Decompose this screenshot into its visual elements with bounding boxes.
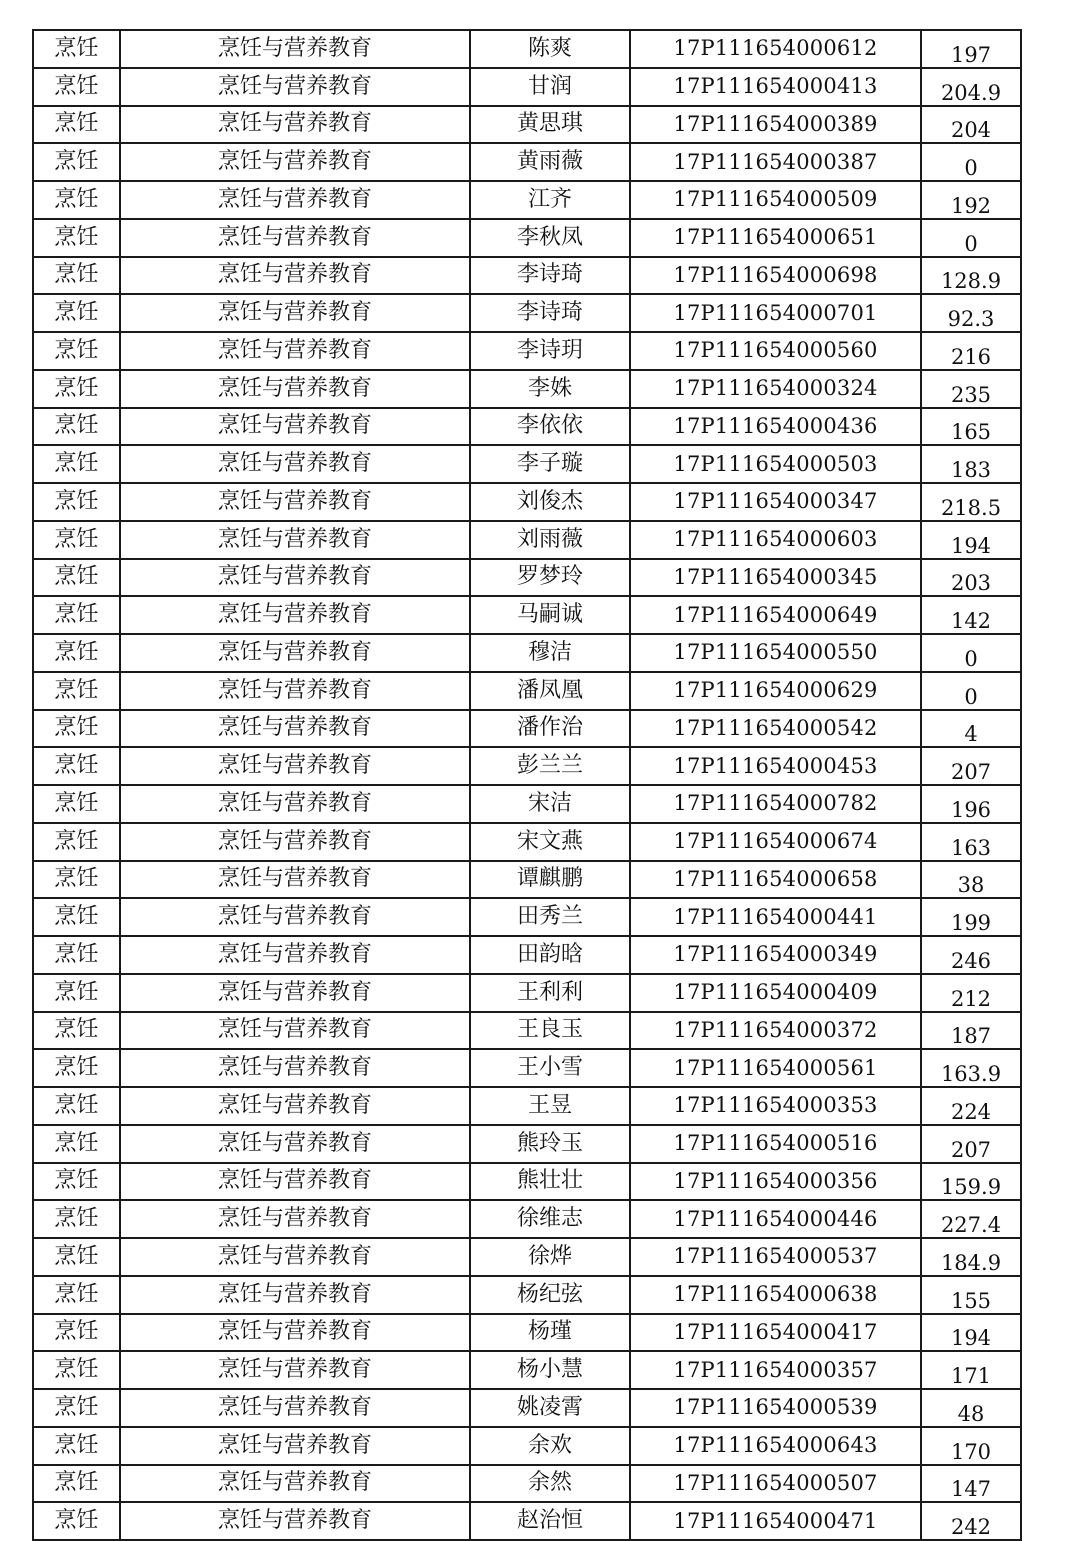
category-cell: 烹饪 xyxy=(33,257,120,295)
category-cell: 烹饪 xyxy=(33,30,120,68)
score-cell: 48 xyxy=(921,1389,1021,1427)
score-cell: 203 xyxy=(921,559,1021,597)
major-cell: 烹饪与营养教育 xyxy=(120,1163,470,1201)
category-cell: 烹饪 xyxy=(33,1427,120,1465)
score-cell: 227.4 xyxy=(921,1200,1021,1238)
major-cell: 烹饪与营养教育 xyxy=(120,370,470,408)
major-cell: 烹饪与营养教育 xyxy=(120,1389,470,1427)
score-cell: 199 xyxy=(921,898,1021,936)
major-cell: 烹饪与营养教育 xyxy=(120,1049,470,1087)
table-row xyxy=(33,219,1021,257)
major-cell: 烹饪与营养教育 xyxy=(120,257,470,295)
category-cell: 烹饪 xyxy=(33,898,120,936)
category-cell: 烹饪 xyxy=(33,483,120,521)
major-cell: 烹饪与营养教育 xyxy=(120,785,470,823)
major-cell: 烹饪与营养教育 xyxy=(120,294,470,332)
table-row xyxy=(33,1087,1021,1125)
major-cell: 烹饪与营养教育 xyxy=(120,823,470,861)
student-name-cell: 李依依 xyxy=(470,408,630,446)
table-row xyxy=(33,1314,1021,1352)
category-cell: 烹饪 xyxy=(33,1351,120,1389)
category-cell: 烹饪 xyxy=(33,408,120,446)
category-cell: 烹饪 xyxy=(33,1163,120,1201)
exam-id-cell: 17P111654000417 xyxy=(630,1314,921,1352)
major-cell: 烹饪与营养教育 xyxy=(120,1502,470,1540)
major-cell: 烹饪与营养教育 xyxy=(120,1351,470,1389)
score-cell: 207 xyxy=(921,747,1021,785)
student-name-cell: 余欢 xyxy=(470,1427,630,1465)
category-cell: 烹饪 xyxy=(33,143,120,181)
exam-id-cell: 17P111654000649 xyxy=(630,596,921,634)
score-cell: 170 xyxy=(921,1427,1021,1465)
category-cell: 烹饪 xyxy=(33,936,120,974)
score-cell: 212 xyxy=(921,974,1021,1012)
table-row xyxy=(33,370,1021,408)
table-row xyxy=(33,445,1021,483)
exam-id-cell: 17P111654000389 xyxy=(630,106,921,144)
table-row xyxy=(33,521,1021,559)
major-cell: 烹饪与营养教育 xyxy=(120,68,470,106)
exam-id-cell: 17P111654000446 xyxy=(630,1200,921,1238)
exam-id-cell: 17P111654000372 xyxy=(630,1012,921,1050)
category-cell: 烹饪 xyxy=(33,68,120,106)
student-name-cell: 李秋凤 xyxy=(470,219,630,257)
exam-id-cell: 17P111654000507 xyxy=(630,1465,921,1503)
exam-id-cell: 17P111654000324 xyxy=(630,370,921,408)
student-name-cell: 姚凌霄 xyxy=(470,1389,630,1427)
category-cell: 烹饪 xyxy=(33,1087,120,1125)
score-cell: 216 xyxy=(921,332,1021,370)
student-name-cell: 谭麒鹏 xyxy=(470,861,630,899)
category-cell: 烹饪 xyxy=(33,181,120,219)
table-row xyxy=(33,68,1021,106)
score-cell: 197 xyxy=(921,30,1021,68)
category-cell: 烹饪 xyxy=(33,710,120,748)
table-row xyxy=(33,30,1021,68)
table-row xyxy=(33,294,1021,332)
student-name-cell: 徐维志 xyxy=(470,1200,630,1238)
score-cell: 246 xyxy=(921,936,1021,974)
student-name-cell: 李姝 xyxy=(470,370,630,408)
major-cell: 烹饪与营养教育 xyxy=(120,445,470,483)
category-cell: 烹饪 xyxy=(33,1125,120,1163)
student-name-cell: 宋文燕 xyxy=(470,823,630,861)
category-cell: 烹饪 xyxy=(33,1276,120,1314)
major-cell: 烹饪与营养教育 xyxy=(120,898,470,936)
score-cell: 0 xyxy=(921,672,1021,710)
student-name-cell: 黄思琪 xyxy=(470,106,630,144)
student-name-cell: 王小雪 xyxy=(470,1049,630,1087)
category-cell: 烹饪 xyxy=(33,332,120,370)
category-cell: 烹饪 xyxy=(33,294,120,332)
major-cell: 烹饪与营养教育 xyxy=(120,181,470,219)
category-cell: 烹饪 xyxy=(33,785,120,823)
score-cell: 4 xyxy=(921,710,1021,748)
score-table-body xyxy=(33,30,1021,1540)
major-cell: 烹饪与营养教育 xyxy=(120,1238,470,1276)
score-cell: 142 xyxy=(921,596,1021,634)
table-row xyxy=(33,257,1021,295)
student-name-cell: 熊壮壮 xyxy=(470,1163,630,1201)
major-cell: 烹饪与营养教育 xyxy=(120,974,470,1012)
table-row xyxy=(33,1012,1021,1050)
score-cell: 235 xyxy=(921,370,1021,408)
category-cell: 烹饪 xyxy=(33,1314,120,1352)
table-row xyxy=(33,483,1021,521)
student-name-cell: 赵治恒 xyxy=(470,1502,630,1540)
exam-id-cell: 17P111654000643 xyxy=(630,1427,921,1465)
score-cell: 184.9 xyxy=(921,1238,1021,1276)
exam-id-cell: 17P111654000509 xyxy=(630,181,921,219)
score-cell: 224 xyxy=(921,1087,1021,1125)
major-cell: 烹饪与营养教育 xyxy=(120,861,470,899)
table-row xyxy=(33,181,1021,219)
category-cell: 烹饪 xyxy=(33,219,120,257)
exam-id-cell: 17P111654000409 xyxy=(630,974,921,1012)
category-cell: 烹饪 xyxy=(33,370,120,408)
table-row xyxy=(33,898,1021,936)
student-name-cell: 甘润 xyxy=(470,68,630,106)
exam-id-cell: 17P111654000441 xyxy=(630,898,921,936)
student-name-cell: 李子璇 xyxy=(470,445,630,483)
category-cell: 烹饪 xyxy=(33,1012,120,1050)
exam-id-cell: 17P111654000782 xyxy=(630,785,921,823)
table-row xyxy=(33,861,1021,899)
student-name-cell: 黄雨薇 xyxy=(470,143,630,181)
exam-id-cell: 17P111654000349 xyxy=(630,936,921,974)
major-cell: 烹饪与营养教育 xyxy=(120,30,470,68)
table-row xyxy=(33,747,1021,785)
category-cell: 烹饪 xyxy=(33,1502,120,1540)
score-cell: 155 xyxy=(921,1276,1021,1314)
score-cell: 171 xyxy=(921,1351,1021,1389)
score-cell: 207 xyxy=(921,1125,1021,1163)
category-cell: 烹饪 xyxy=(33,823,120,861)
score-cell: 159.9 xyxy=(921,1163,1021,1201)
student-name-cell: 李诗琦 xyxy=(470,257,630,295)
exam-id-cell: 17P111654000453 xyxy=(630,747,921,785)
major-cell: 烹饪与营养教育 xyxy=(120,219,470,257)
student-name-cell: 李诗玥 xyxy=(470,332,630,370)
category-cell: 烹饪 xyxy=(33,1465,120,1503)
score-cell: 38 xyxy=(921,861,1021,899)
student-name-cell: 杨瑾 xyxy=(470,1314,630,1352)
category-cell: 烹饪 xyxy=(33,106,120,144)
student-name-cell: 王良玉 xyxy=(470,1012,630,1050)
table-row xyxy=(33,559,1021,597)
exam-id-cell: 17P111654000413 xyxy=(630,68,921,106)
major-cell: 烹饪与营养教育 xyxy=(120,559,470,597)
score-cell: 0 xyxy=(921,143,1021,181)
table-row xyxy=(33,408,1021,446)
major-cell: 烹饪与营养教育 xyxy=(120,1276,470,1314)
student-name-cell: 宋洁 xyxy=(470,785,630,823)
student-name-cell: 陈爽 xyxy=(470,30,630,68)
student-name-cell: 潘凤凰 xyxy=(470,672,630,710)
table-row xyxy=(33,1427,1021,1465)
student-name-cell: 马嗣诚 xyxy=(470,596,630,634)
major-cell: 烹饪与营养教育 xyxy=(120,143,470,181)
score-cell: 163 xyxy=(921,823,1021,861)
table-row xyxy=(33,1276,1021,1314)
student-name-cell: 潘作治 xyxy=(470,710,630,748)
table-row xyxy=(33,634,1021,672)
student-name-cell: 王昱 xyxy=(470,1087,630,1125)
exam-id-cell: 17P111654000612 xyxy=(630,30,921,68)
category-cell: 烹饪 xyxy=(33,861,120,899)
category-cell: 烹饪 xyxy=(33,974,120,1012)
exam-id-cell: 17P111654000436 xyxy=(630,408,921,446)
table-row xyxy=(33,710,1021,748)
score-cell: 92.3 xyxy=(921,294,1021,332)
student-name-cell: 刘雨薇 xyxy=(470,521,630,559)
exam-id-cell: 17P111654000638 xyxy=(630,1276,921,1314)
major-cell: 烹饪与营养教育 xyxy=(120,1314,470,1352)
major-cell: 烹饪与营养教育 xyxy=(120,1427,470,1465)
major-cell: 烹饪与营养教育 xyxy=(120,332,470,370)
table-row xyxy=(33,1351,1021,1389)
table-row xyxy=(33,785,1021,823)
table-row xyxy=(33,143,1021,181)
major-cell: 烹饪与营养教育 xyxy=(120,106,470,144)
major-cell: 烹饪与营养教育 xyxy=(120,596,470,634)
exam-id-cell: 17P111654000603 xyxy=(630,521,921,559)
exam-id-cell: 17P111654000347 xyxy=(630,483,921,521)
score-cell: 242 xyxy=(921,1502,1021,1540)
score-cell: 204 xyxy=(921,106,1021,144)
table-row xyxy=(33,823,1021,861)
student-name-cell: 彭兰兰 xyxy=(470,747,630,785)
exam-id-cell: 17P111654000698 xyxy=(630,257,921,295)
major-cell: 烹饪与营养教育 xyxy=(120,1012,470,1050)
table-row xyxy=(33,332,1021,370)
table-row xyxy=(33,672,1021,710)
score-cell: 194 xyxy=(921,1314,1021,1352)
exam-id-cell: 17P111654000353 xyxy=(630,1087,921,1125)
exam-id-cell: 17P111654000471 xyxy=(630,1502,921,1540)
score-cell: 128.9 xyxy=(921,257,1021,295)
category-cell: 烹饪 xyxy=(33,634,120,672)
student-name-cell: 田秀兰 xyxy=(470,898,630,936)
table-row xyxy=(33,1163,1021,1201)
student-name-cell: 杨小慧 xyxy=(470,1351,630,1389)
exam-id-cell: 17P111654000550 xyxy=(630,634,921,672)
exam-id-cell: 17P111654000542 xyxy=(630,710,921,748)
category-cell: 烹饪 xyxy=(33,596,120,634)
score-cell: 0 xyxy=(921,634,1021,672)
student-name-cell: 熊玲玉 xyxy=(470,1125,630,1163)
category-cell: 烹饪 xyxy=(33,672,120,710)
score-cell: 187 xyxy=(921,1012,1021,1050)
major-cell: 烹饪与营养教育 xyxy=(120,936,470,974)
category-cell: 烹饪 xyxy=(33,521,120,559)
exam-id-cell: 17P111654000629 xyxy=(630,672,921,710)
major-cell: 烹饪与营养教育 xyxy=(120,408,470,446)
major-cell: 烹饪与营养教育 xyxy=(120,710,470,748)
exam-id-cell: 17P111654000516 xyxy=(630,1125,921,1163)
student-name-cell: 穆洁 xyxy=(470,634,630,672)
score-cell: 147 xyxy=(921,1465,1021,1503)
exam-id-cell: 17P111654000651 xyxy=(630,219,921,257)
category-cell: 烹饪 xyxy=(33,1238,120,1276)
major-cell: 烹饪与营养教育 xyxy=(120,634,470,672)
major-cell: 烹饪与营养教育 xyxy=(120,483,470,521)
major-cell: 烹饪与营养教育 xyxy=(120,1465,470,1503)
score-cell: 163.9 xyxy=(921,1049,1021,1087)
exam-id-cell: 17P111654000356 xyxy=(630,1163,921,1201)
exam-id-cell: 17P111654000539 xyxy=(630,1389,921,1427)
exam-id-cell: 17P111654000701 xyxy=(630,294,921,332)
category-cell: 烹饪 xyxy=(33,747,120,785)
score-cell: 165 xyxy=(921,408,1021,446)
student-name-cell: 刘俊杰 xyxy=(470,483,630,521)
table-row xyxy=(33,596,1021,634)
score-cell: 196 xyxy=(921,785,1021,823)
major-cell: 烹饪与营养教育 xyxy=(120,1087,470,1125)
table-row xyxy=(33,106,1021,144)
table-row xyxy=(33,1125,1021,1163)
table-row xyxy=(33,1200,1021,1238)
table-row xyxy=(33,1238,1021,1276)
score-table xyxy=(32,29,1022,1541)
exam-id-cell: 17P111654000658 xyxy=(630,861,921,899)
category-cell: 烹饪 xyxy=(33,1049,120,1087)
score-cell: 183 xyxy=(921,445,1021,483)
table-row xyxy=(33,1389,1021,1427)
student-name-cell: 徐烨 xyxy=(470,1238,630,1276)
table-row xyxy=(33,974,1021,1012)
exam-id-cell: 17P111654000387 xyxy=(630,143,921,181)
student-name-cell: 王利利 xyxy=(470,974,630,1012)
table-row xyxy=(33,1502,1021,1540)
exam-id-cell: 17P111654000357 xyxy=(630,1351,921,1389)
table-row xyxy=(33,936,1021,974)
table-row xyxy=(33,1465,1021,1503)
score-cell: 204.9 xyxy=(921,68,1021,106)
student-name-cell: 李诗琦 xyxy=(470,294,630,332)
student-name-cell: 杨纪弦 xyxy=(470,1276,630,1314)
major-cell: 烹饪与营养教育 xyxy=(120,672,470,710)
exam-id-cell: 17P111654000503 xyxy=(630,445,921,483)
score-cell: 192 xyxy=(921,181,1021,219)
table-row xyxy=(33,1049,1021,1087)
student-name-cell: 余然 xyxy=(470,1465,630,1503)
score-cell: 0 xyxy=(921,219,1021,257)
category-cell: 烹饪 xyxy=(33,445,120,483)
exam-id-cell: 17P111654000345 xyxy=(630,559,921,597)
exam-id-cell: 17P111654000561 xyxy=(630,1049,921,1087)
major-cell: 烹饪与营养教育 xyxy=(120,521,470,559)
exam-id-cell: 17P111654000674 xyxy=(630,823,921,861)
student-name-cell: 江齐 xyxy=(470,181,630,219)
major-cell: 烹饪与营养教育 xyxy=(120,1125,470,1163)
major-cell: 烹饪与营养教育 xyxy=(120,1200,470,1238)
category-cell: 烹饪 xyxy=(33,559,120,597)
major-cell: 烹饪与营养教育 xyxy=(120,747,470,785)
score-cell: 218.5 xyxy=(921,483,1021,521)
exam-id-cell: 17P111654000560 xyxy=(630,332,921,370)
student-name-cell: 田韵晗 xyxy=(470,936,630,974)
category-cell: 烹饪 xyxy=(33,1389,120,1427)
exam-id-cell: 17P111654000537 xyxy=(630,1238,921,1276)
category-cell: 烹饪 xyxy=(33,1200,120,1238)
score-cell: 194 xyxy=(921,521,1021,559)
student-name-cell: 罗梦玲 xyxy=(470,559,630,597)
